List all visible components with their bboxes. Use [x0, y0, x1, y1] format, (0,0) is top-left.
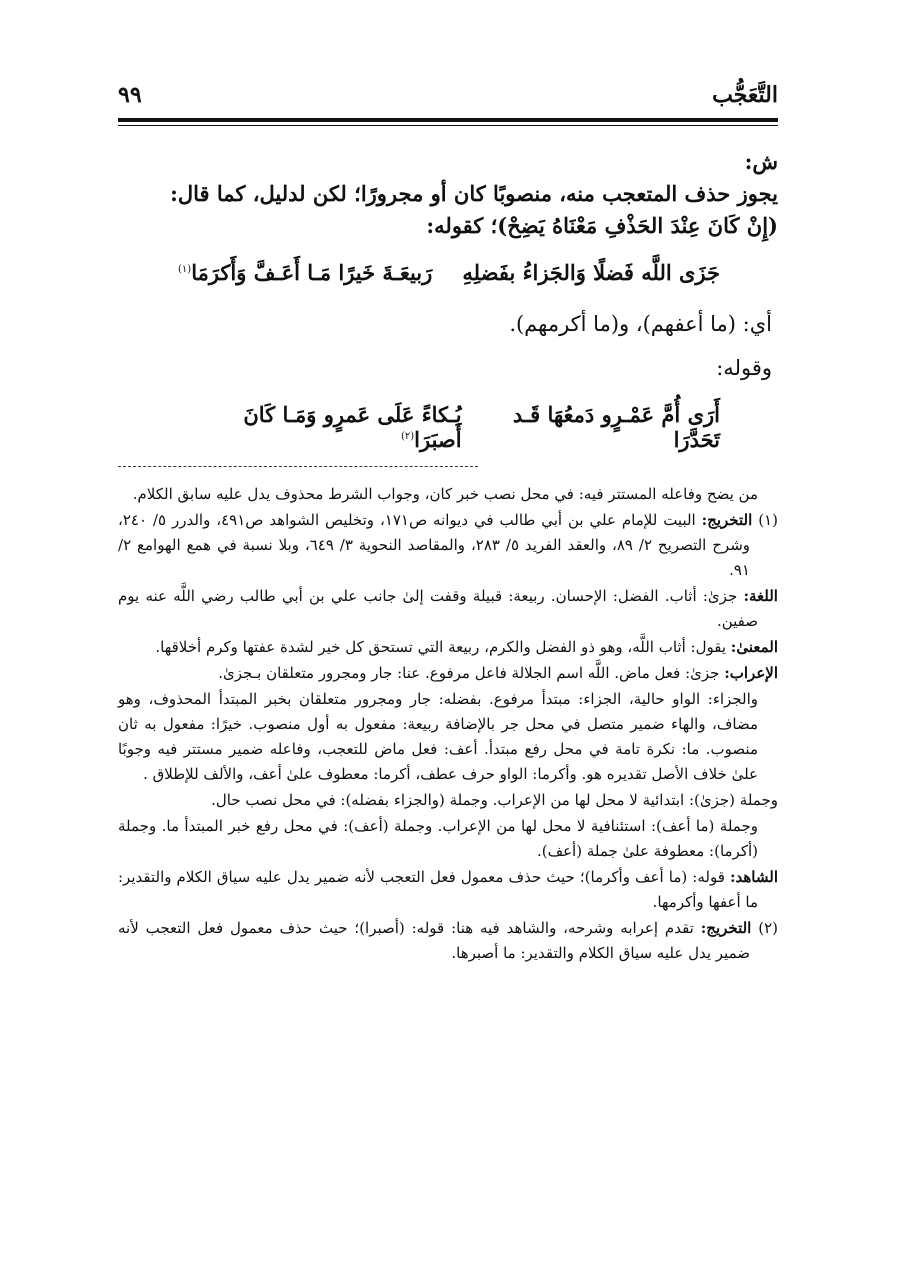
footnotes	[118, 482, 778, 967]
verse-second-hemistich: رَبيعَـةَ خَيرًا مَـا أَعَـفَّ وَأَكرَمَا$^{(١)}$	[178, 260, 433, 285]
footnote-irab: الإعراب: جزىٰ: فعل ماض. اللَّه اسم الجلالة فاعل مرفوع. عنا: جار ومجرور متعلقان بـجزىٰ.	[218, 664, 778, 682]
paragraph: وقوله:	[716, 356, 772, 380]
paragraph: أي: (ما أعفهم)، و(ما أكرمهم).	[509, 312, 772, 336]
footnote-mana: المعنىٰ: يقول: أثاب اللَّه، وهو ذو الفضل والكرم، ربيعة التي تستحق كل خير لشدة عفتها وكرم أخلاقها.	[155, 638, 778, 656]
footnote-shahid: الشاهد: قوله: (ما أعف وأكرما)؛ حيث حذف معمول فعل التعجب لأنه ضمير يدل عليه سياق الكلام والتقدير: ما أعفها وأكرمها.	[118, 868, 778, 911]
chapter-title: التَّعَجُّب	[712, 82, 778, 108]
footnote-irab-cont: والجزاء: الواو حالية، الجزاء: مبتدأ مرفوع. بفضله: جار ومجرور متعلقان بخبر المبتدأ المحذوف، وهو مضاف، والهاء ضمير متصل في محل جر بالإضافة ربيعة: مفعول به أول منصوب. خيرًا: مفعول به ثان منصوب. ما: نكرة تامة في محل رفع مبتدأ. أعف: فعل ماض للتعجب، وفاعله ضمير مستتر فيه وجوبًا علىٰ خلاف الأصل تقديره هو. وأكرما: الواو حرف عطف، أكرما: معطوف علىٰ أعف، والألف للإطلاق .	[118, 690, 758, 783]
poetry-verse-2	[118, 402, 778, 452]
paragraph: (إِنْ كَانَ عِنْدَ الحَذْفِ مَعْنَاهُ يَضِحْ)؛ كقوله:	[426, 213, 778, 238]
main-text	[118, 140, 778, 452]
verse-first-hemistich: جَزَى اللَّه فَضلًا وَالجَزاءُ بفَضلِهِ	[462, 260, 720, 285]
footnote-continuation: من يضح وفاعله المستتر فيه: في محل نصب خبر كان، وجواب الشرط محذوف يدل عليه سابق الكلام.	[132, 485, 758, 503]
paragraph: يجوز حذف المتعجب منه، منصوبًا كان أو مجرورًا؛ لكن لدليل، كما قال:	[170, 181, 778, 206]
footnote-jumla-cont: وجملة (ما أعف): استئنافية لا محل لها من الإعراب. وجملة (أعف): في محل رفع خبر المبتدأ ما. وجملة (أكرما): معطوفة علىٰ جملة (أعف).	[118, 817, 758, 860]
header-rule-thick	[118, 118, 778, 122]
footnote-ref[interactable]: (٢)	[400, 431, 415, 442]
page-header	[118, 82, 778, 112]
footnote-1: (١) التخريج: البيت للإمام علي بن أبي طالب في ديوانه ص١٧١، وتخليص الشواهد ص٤٩١، والدرر ٥/ ٢٤٠، وشرح التصريح ٢/ ٨٩، والعقد الفريد ٥/ ٢٨٣، والمقاصد النحوية ٣/ ٦٤٩، وبلا نسبة في همع الهوامع ٢/ ٩١.	[118, 511, 778, 579]
header-rule-thin	[118, 125, 778, 126]
footnote-jumla: وجملة (جزىٰ): ابتدائية لا محل لها من الإعراب. وجملة (والجزاء بفضله): في محل نصب حال.	[211, 791, 778, 809]
footnote-ref[interactable]: (١)	[178, 264, 192, 275]
page-number: ٩٩	[118, 82, 142, 108]
verse-second-hemistich: بُـكاءً عَلَى عَمرٍو وَمَـا كَانَ أَصبَرَا$^{(٢)}$	[243, 402, 462, 452]
poetry-verse-1	[118, 260, 778, 296]
commentary-marker: ش:	[744, 149, 778, 174]
footnote-lugha: اللغة: جزىٰ: أثاب. الفضل: الإحسان. ربيعة: قبيلة وقفت إلىٰ جانب علي بن أبي طالب رضي اللَّه عنه يوم صفين.	[118, 587, 778, 630]
verse-first-hemistich: أَرَى أُمَّ عَمْـرٍو دَمعُهَا قَـد تَحَدَّرَا	[512, 402, 720, 452]
footnote-2: (٢) التخريج: تقدم إعرابه وشرحه، والشاهد فيه هنا: قوله: (أصبرا)؛ حيث حذف معمول فعل التعجب لأنه ضمير يدل عليه سياق الكلام والتقدير: ما أصبرها.	[118, 919, 778, 962]
footnote-separator	[118, 466, 478, 467]
